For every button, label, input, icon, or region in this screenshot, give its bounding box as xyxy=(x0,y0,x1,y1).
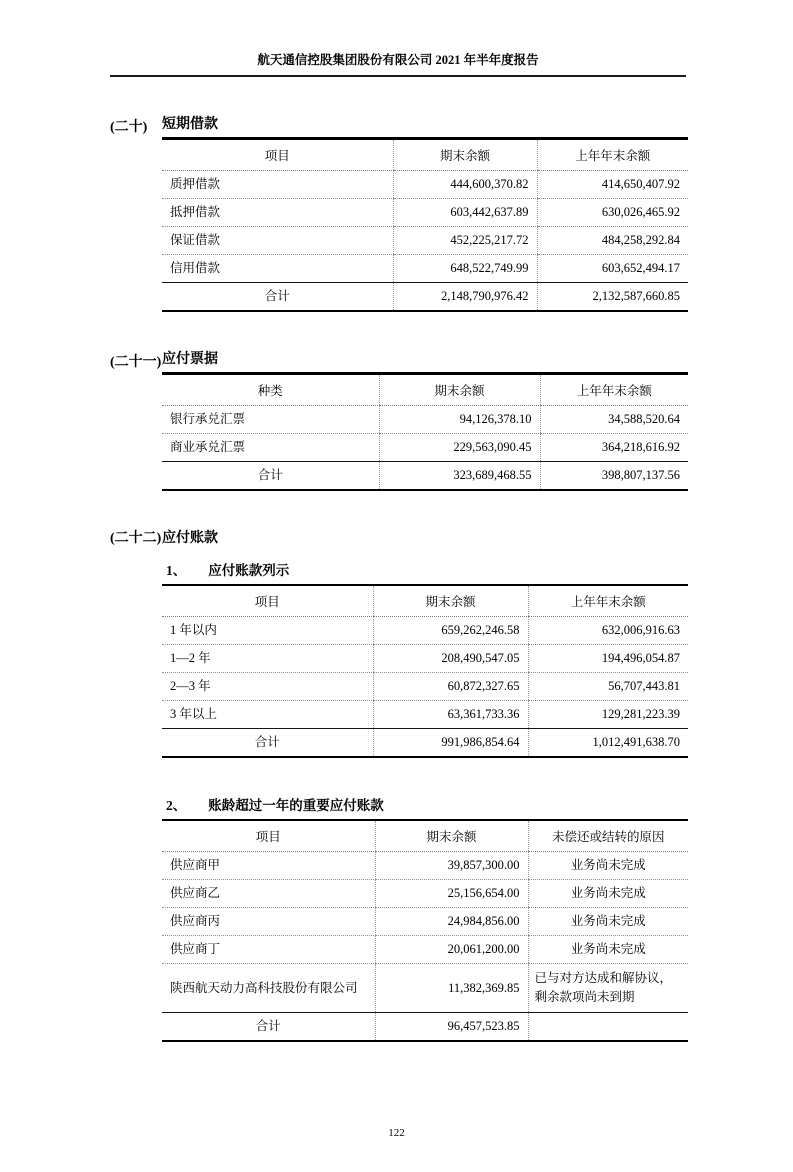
table-row xyxy=(162,434,688,462)
column-header: 期末余额 xyxy=(393,140,537,171)
table-cell: 抵押借款 xyxy=(162,199,393,227)
total-value: 2,132,587,660.85 xyxy=(537,283,688,312)
table-row xyxy=(162,199,688,227)
table-cell: 质押借款 xyxy=(162,171,393,199)
column-header: 上年年末余额 xyxy=(537,140,688,171)
column-header: 上年年末余额 xyxy=(528,586,688,617)
table-cell: 129,281,223.39 xyxy=(528,701,688,729)
total-value: 1,012,491,638.70 xyxy=(528,729,688,758)
table-header-row xyxy=(162,140,688,171)
table-cell: 63,361,733.36 xyxy=(373,701,528,729)
table-row xyxy=(162,617,688,645)
section-title-rule xyxy=(162,527,688,551)
section-title: 短期借款 xyxy=(162,117,218,132)
table-cell: 24,984,856.00 xyxy=(375,908,528,936)
table-cell: 3 年以上 xyxy=(162,701,373,729)
table-cell: 供应商丙 xyxy=(162,908,375,936)
table-header-row xyxy=(162,586,688,617)
table-cell: 业务尚未完成 xyxy=(528,908,688,936)
notes-payable-table xyxy=(162,375,688,491)
table-cell: 已与对方达成和解协议，剩余款项尚未到期 xyxy=(528,964,688,1013)
table-cell: 659,262,246.58 xyxy=(373,617,528,645)
document-title: 航天通信控股集团股份有限公司 2021 年半年度报告 xyxy=(257,53,539,67)
table-cell: 业务尚未完成 xyxy=(528,936,688,964)
table-cell: 444,600,370.82 xyxy=(393,171,537,199)
subsection-title: 应付账款列示 xyxy=(208,563,290,578)
table-cell: 2—3 年 xyxy=(162,673,373,701)
column-header: 种类 xyxy=(162,375,379,406)
table-row xyxy=(162,227,688,255)
table-cell: 452,225,217.72 xyxy=(393,227,537,255)
table-cell: 94,126,378.10 xyxy=(379,406,540,434)
table-row xyxy=(162,936,688,964)
table-row xyxy=(162,645,688,673)
section-heading-accounts-payable xyxy=(110,527,688,551)
subsection-number: 1、 xyxy=(166,563,187,578)
total-label: 合计 xyxy=(162,462,379,491)
table-row xyxy=(162,908,688,936)
table-total-row xyxy=(162,283,688,312)
table-total-row xyxy=(162,729,688,758)
section-title: 应付票据 xyxy=(162,352,218,367)
table-cell: 信用借款 xyxy=(162,255,393,283)
table-cell: 632,006,916.63 xyxy=(528,617,688,645)
column-header: 期末余额 xyxy=(373,586,528,617)
page-number: 122 xyxy=(388,1127,405,1139)
table-cell: 34,588,520.64 xyxy=(540,406,688,434)
table-cell: 陕西航天动力高科技股份有限公司 xyxy=(162,964,375,1013)
table-row xyxy=(162,852,688,880)
table-cell: 1 年以内 xyxy=(162,617,373,645)
table-cell: 648,522,749.99 xyxy=(393,255,537,283)
table-cell: 60,872,327.65 xyxy=(373,673,528,701)
section-heading-notes-payable xyxy=(110,348,688,375)
subsection-heading-ap-over-one-year xyxy=(162,794,688,821)
table-cell: 业务尚未完成 xyxy=(528,852,688,880)
table-cell: 603,652,494.17 xyxy=(537,255,688,283)
report-page xyxy=(0,50,793,1172)
table-cell: 供应商甲 xyxy=(162,852,375,880)
section-number: (二十) xyxy=(110,120,148,135)
subsection-title: 账龄超过一年的重要应付账款 xyxy=(208,798,384,813)
table-cell: 603,442,637.89 xyxy=(393,199,537,227)
table-cell: 11,382,369.85 xyxy=(375,964,528,1013)
total-label: 合计 xyxy=(162,283,393,312)
section-number: (二十二) xyxy=(110,531,162,546)
table-cell: 630,026,465.92 xyxy=(537,199,688,227)
table-cell: 229,563,090.45 xyxy=(379,434,540,462)
table-cell: 194,496,054.87 xyxy=(528,645,688,673)
table-cell: 208,490,547.05 xyxy=(373,645,528,673)
section-number: (二十一) xyxy=(110,355,162,370)
subsection-number: 2、 xyxy=(166,798,187,813)
total-value: 991,986,854.64 xyxy=(373,729,528,758)
subsection-heading-ap-listing xyxy=(162,559,688,586)
table-total-row xyxy=(162,462,688,491)
total-label: 合计 xyxy=(162,1013,375,1042)
section-title-rule xyxy=(162,113,688,140)
table-cell: 20,061,200.00 xyxy=(375,936,528,964)
table-row xyxy=(162,964,688,1013)
table-row xyxy=(162,701,688,729)
table-header-row xyxy=(162,821,688,852)
column-header: 上年年末余额 xyxy=(540,375,688,406)
table-cell: 业务尚未完成 xyxy=(528,880,688,908)
table-cell: 1—2 年 xyxy=(162,645,373,673)
section-title: 应付账款 xyxy=(162,531,218,546)
accounts-payable-listing-table xyxy=(162,586,688,758)
table-total-row xyxy=(162,1013,688,1042)
column-header: 未偿还或结转的原因 xyxy=(528,821,688,852)
table-cell: 保证借款 xyxy=(162,227,393,255)
table-row xyxy=(162,171,688,199)
table-cell: 484,258,292.84 xyxy=(537,227,688,255)
total-label: 合计 xyxy=(162,729,373,758)
total-value: 2,148,790,976.42 xyxy=(393,283,537,312)
overdue-payables-table xyxy=(162,821,688,1042)
table-cell: 供应商乙 xyxy=(162,880,375,908)
table-cell: 56,707,443.81 xyxy=(528,673,688,701)
table-header-row xyxy=(162,375,688,406)
table-cell: 39,857,300.00 xyxy=(375,852,528,880)
table-row xyxy=(162,255,688,283)
table-row xyxy=(162,673,688,701)
page-header xyxy=(110,50,686,77)
section-heading-short-term-loans xyxy=(110,113,688,140)
table-cell: 商业承兑汇票 xyxy=(162,434,379,462)
short-term-loans-table xyxy=(162,140,688,312)
column-header: 项目 xyxy=(162,586,373,617)
table-row xyxy=(162,880,688,908)
total-value: 398,807,137.56 xyxy=(540,462,688,491)
table-cell: 银行承兑汇票 xyxy=(162,406,379,434)
total-reason xyxy=(528,1013,688,1042)
table-cell: 25,156,654.00 xyxy=(375,880,528,908)
column-header: 期末余额 xyxy=(375,821,528,852)
table-cell: 供应商丁 xyxy=(162,936,375,964)
table-cell: 364,218,616.92 xyxy=(540,434,688,462)
total-value: 96,457,523.85 xyxy=(375,1013,528,1042)
table-cell: 414,650,407.92 xyxy=(537,171,688,199)
column-header: 项目 xyxy=(162,821,375,852)
column-header: 期末余额 xyxy=(379,375,540,406)
table-row xyxy=(162,406,688,434)
total-value: 323,689,468.55 xyxy=(379,462,540,491)
section-title-rule xyxy=(162,348,688,375)
column-header: 项目 xyxy=(162,140,393,171)
